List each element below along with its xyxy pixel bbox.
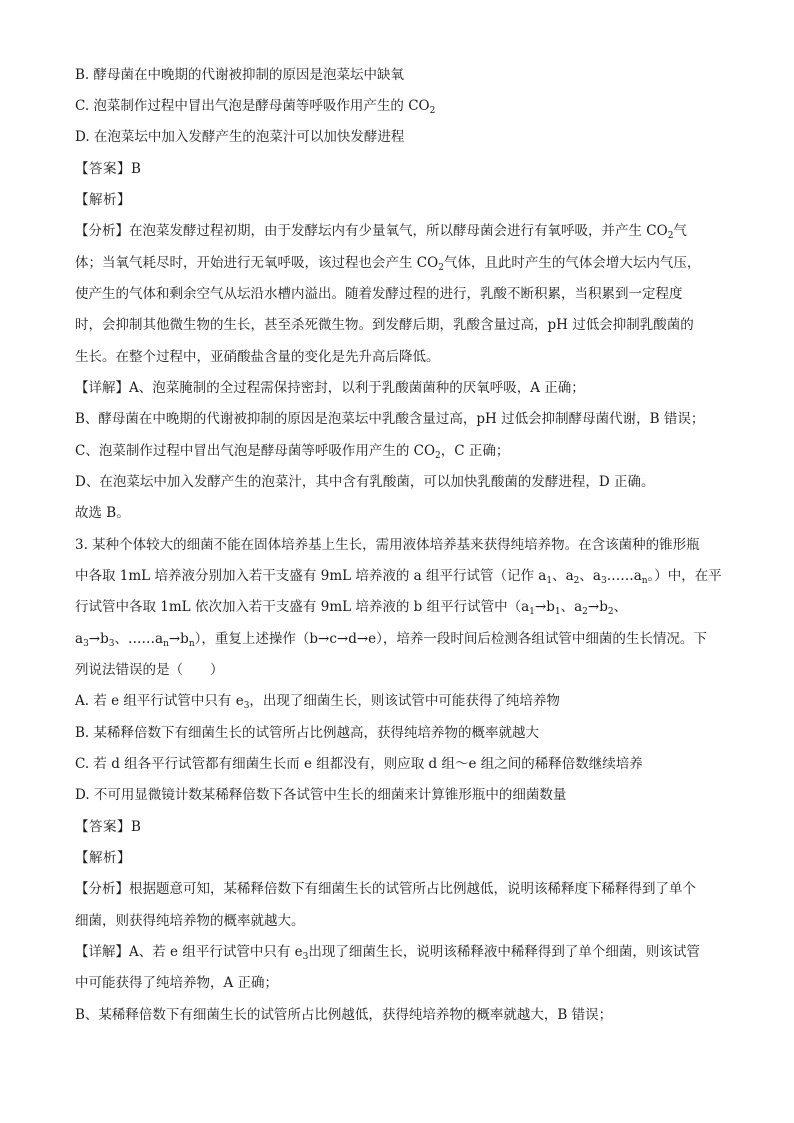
q2-detail-b: B、酵母菌在中晚期的代谢被抑制的原因是泡菜坛中乳酸含量过高，pH 过低会抑制酵母菌代谢，B 错误；	[75, 411, 705, 427]
q3-answer: 【答案】B	[75, 819, 142, 835]
q3-option-c: C. 若 d 组各平行试管都有细菌生长而 e 组都没有，则应取 d 组～e 组之间的稀释倍数继续培养	[75, 756, 643, 772]
q3-detail-a-line-1: 【详解】A、若 e 组平行试管中只有 $e_3$出现了细菌生长，说明该稀释液中稀释得到了单个细菌，则该试管	[75, 944, 700, 962]
q2-detail-d: D、在泡菜坛中加入发酵产生的泡菜汁，其中含有乳酸菌，可以加快乳酸菌的发酵进程，D 正确。	[75, 474, 655, 490]
q3-option-a: A. 若 e 组平行试管中只有 $e_3$，出现了细菌生长，则该试管中可能获得了纯培养物	[75, 693, 560, 711]
q2-detail-c: C、泡菜制作过程中冒出气泡是酵母菌等呼吸作用产生的 $CO_2$，C 正确；	[75, 443, 510, 461]
q2-option-c: C. 泡菜制作过程中冒出气泡是酵母菌等呼吸作用产生的 $CO_2$	[75, 98, 436, 116]
q2-analysis-line-1: 【分析】在泡菜发酵过程初期，由于发酵坛内有少量氧气，所以酵母菌会进行有氧呼吸，并产生 $CO_2$气	[75, 223, 687, 241]
q3-stem-line-3: 行试管中各取 1mL 依次加入若干支盛有 9mL 培养液的 b 组平行试管中（$a_1\to b_1$、$a_2\to b_2$、	[75, 599, 628, 617]
q3-option-d: D. 不可用显微镜计数某稀释倍数下各试管中生长的细菌来计算锥形瓶中的细菌数量	[75, 787, 567, 803]
q3-analysis-title: 【解析】	[75, 850, 131, 866]
q3-stem-line-2: 中各取 1mL 培养液分别加入若干支盛有 9mL 培养液的 a 组平行试管（记作 $a_1$、$a_2$、$a_3\dots\dots a_n$。）中，在平	[75, 568, 722, 586]
q3-detail-b: B、某稀释倍数下有细菌生长的试管所占比例越低，获得纯培养物的概率就越大，B 错误；	[75, 1007, 613, 1023]
q3-stem-line-5: 列说法错误的是（ ）	[75, 662, 224, 678]
q2-detail-a: 【详解】A、泡菜腌制的全过程需保持密封，以利于乳酸菌菌种的厌氧呼吸，A 正确；	[75, 380, 585, 396]
q2-analysis-line-4: 时，会抑制其他微生物的生长，甚至杀死微生物。到发酵后期，乳酸含量过高，pH 过低会抑制乳酸菌的	[75, 317, 694, 333]
q2-analysis-line-5: 生长。在整个过程中，亚硝酸盐含量的变化是先升高后降低。	[75, 349, 440, 365]
q2-answer: 【答案】B	[75, 161, 142, 177]
q3-detail-a-line-2: 中可能获得了纯培养物，A 正确；	[75, 975, 279, 991]
q3-analysis-line-1: 【分析】根据题意可知，某稀释倍数下有细菌生长的试管所占比例越低，说明该稀释度下稀释得到了单个	[75, 881, 696, 897]
q2-analysis-line-2: 体；当氧气耗尽时，开始进行无氧呼吸，该过程也会产生 $CO_2$气体，且此时产生的气体会增大坛内气压，	[75, 255, 701, 273]
q3-option-b: B. 某稀释倍数下有细菌生长的试管所占比例越高，获得纯培养物的概率就越大	[75, 725, 540, 741]
q3-analysis-line-2: 细菌，则获得纯培养物的概率就越大。	[75, 913, 305, 929]
q2-option-b: B. 酵母菌在中晚期的代谢被抑制的原因是泡菜坛中缺氧	[75, 67, 405, 83]
q2-conclusion: 故选 B。	[75, 505, 130, 521]
q3-stem-line-1: 3. 某种个体较大的细菌不能在固体培养基上生长，需用液体培养基来获得纯培养物。在含该菌种的锥形瓶	[75, 537, 700, 553]
q2-option-d: D. 在泡菜坛中加入发酵产生的泡菜汁可以加快发酵进程	[75, 129, 405, 145]
q2-analysis-line-3: 使产生的气体和剩余空气从坛沿水槽内溢出。随着发酵过程的进行，乳酸不断积累，当积累到一定程度	[75, 286, 683, 302]
q2-analysis-title: 【解析】	[75, 192, 131, 208]
q3-stem-line-4: $a_3\to b_3$、$\dots\dots a_n\to b_n$），重复上述操作（b→c→d→e），培养一段时间后检测各组试管中细菌的生长情况。下	[75, 631, 707, 649]
